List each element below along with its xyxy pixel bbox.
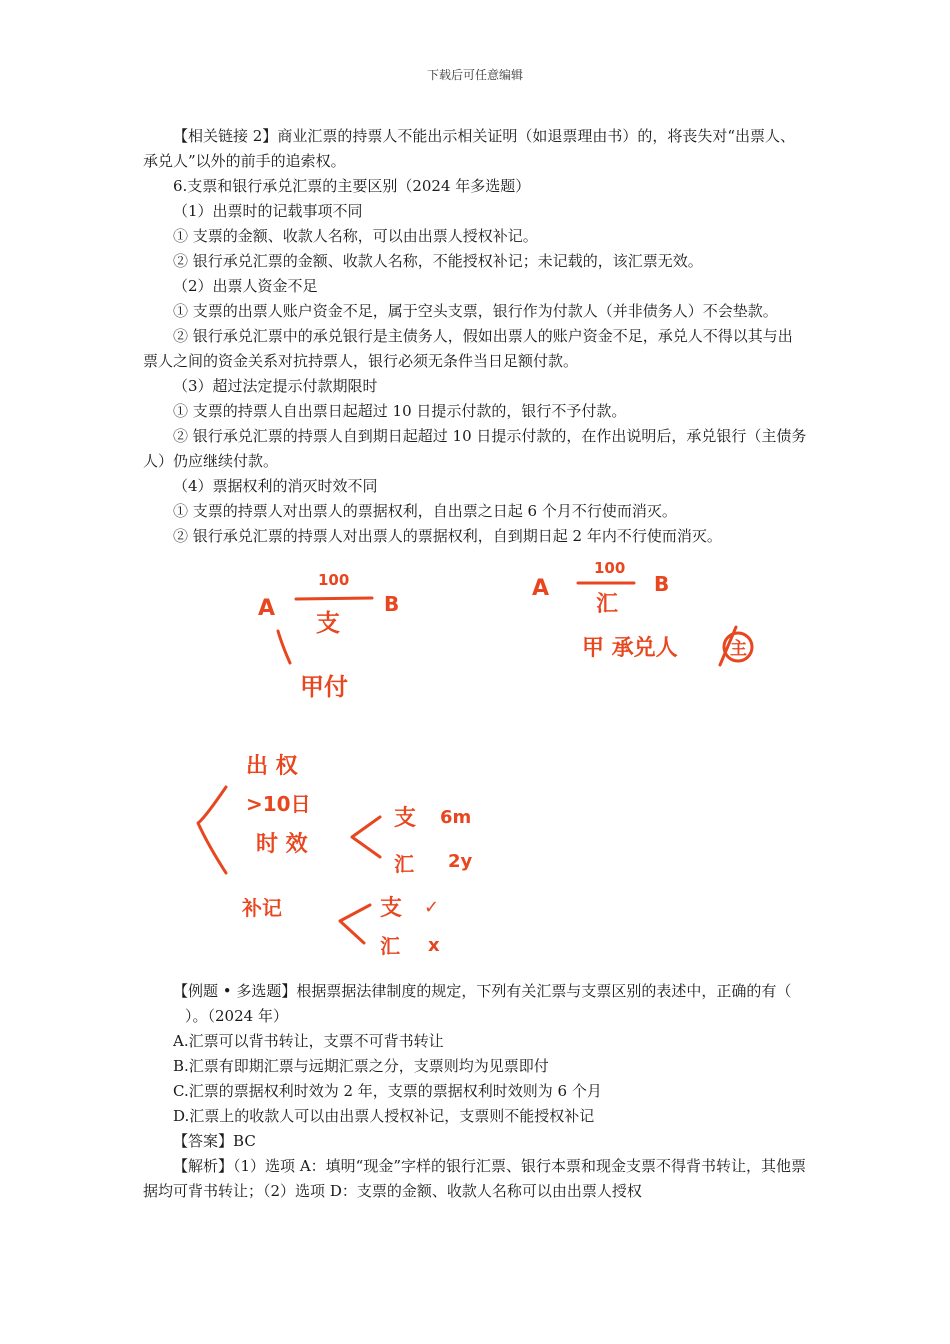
note-d1-branch (278, 631, 290, 663)
option-d: D.汇票上的收款人可以由出票人授权补记，支票则不能授权补记 (173, 1107, 595, 1125)
list-item: （1）出票时的记载事项不同 (173, 202, 363, 220)
list-item: ② 银行承兑汇票的金额、收款人名称，不能授权补记；未记载的，该汇票无效。 (173, 252, 703, 270)
example-question-text: 根据票据法律制度的规定，下列有关汇票与支票区别的表述中，正确的有（ (296, 982, 792, 1000)
note-d3-supplement-draft-mark: x (428, 935, 440, 956)
note-d2-a: A (532, 576, 550, 601)
note-d3-line2: >10日 (246, 792, 311, 816)
section-heading: 6.支票和银行承兑汇票的主要区别（2024 年多选题） (173, 177, 531, 195)
list-item: （3）超过法定提示付款期限时 (173, 377, 378, 395)
related-link-tag: 【相关链接 2】 (173, 127, 278, 145)
document-body (143, 124, 807, 1204)
analysis-tag: 【解析】 (173, 1157, 234, 1175)
related-link-paragraph (143, 124, 807, 174)
note-d3-supplement-bracket (340, 905, 370, 943)
note-d3-line1: 出 权 (246, 754, 298, 779)
note-d1-line (296, 598, 372, 599)
note-d1-check: 支 (316, 609, 340, 637)
list-item: ① 支票的金额、收款人名称，可以由出票人授权补记。 (173, 227, 538, 245)
note-d3-draft-value: 2y (448, 851, 473, 872)
note-d3-check: 支 (394, 806, 417, 831)
note-d2-main: 主 (730, 639, 747, 659)
analysis-paragraph (143, 1154, 807, 1204)
note-d3-supplement-check: 支 (380, 896, 403, 921)
list-item: （4）票据权利的消灭时效不同 (173, 477, 378, 495)
note-d3-draft: 汇 (394, 852, 414, 876)
note-d3-sub-bracket (352, 817, 380, 857)
page-header: 下载后可任意编辑 (426, 68, 523, 82)
note-d1-payer: 甲付 (300, 673, 348, 701)
example-question (143, 979, 807, 1029)
handwritten-notes-drawing (0, 555, 950, 975)
list-item: ② 银行承兑汇票的持票人自到期日起超过 10 日提示付款的，在作出说明后，承兑银行（主债务人）仍应继续付款。 (143, 427, 807, 470)
option-a: A.汇票可以背书转让，支票不可背书转让 (173, 1032, 444, 1050)
note-d3-check-value: 6m (440, 807, 472, 828)
list-item: ① 支票的持票人对出票人的票据权利，自出票之日起 6 个月不行使而消灭。 (173, 502, 677, 520)
note-d3-bracket (198, 787, 226, 873)
note-d3-supplement-check-mark: ✓ (424, 897, 440, 918)
list-item: ① 支票的持票人自出票日起超过 10 日提示付款的，银行不予付款。 (173, 402, 627, 420)
note-d1-amount: 100 (318, 571, 350, 589)
list-item: ① 支票的出票人账户资金不足，属于空头支票，银行作为付款人（并非债务人）不会垫款。 (173, 302, 778, 320)
note-d3-supplement-draft: 汇 (380, 934, 400, 958)
note-d2-amount: 100 (594, 559, 626, 577)
related-link-text: 商业汇票的持票人不能出示相关证明（如退票理由书）的，将丧失对“出票人、承兑人”以外的前手的追索权。 (143, 127, 795, 170)
list-item: （2）出票人资金不足 (173, 277, 318, 295)
example-question-suffix: ）。（2024 年） (185, 1007, 288, 1025)
option-c: C.汇票的票据权利时效为 2 年，支票的票据权利时效则为 6 个月 (173, 1082, 602, 1100)
handwritten-notes (143, 555, 807, 975)
note-d1-a: A (258, 596, 276, 621)
answer-value: BC (233, 1132, 256, 1150)
note-d2-draft: 汇 (596, 592, 619, 617)
example-tag: 【例题 • 多选题】 (173, 982, 297, 1000)
list-item: ② 银行承兑汇票中的承兑银行是主债务人，假如出票人的账户资金不足，承兑人不得以其与出票人之间的资金关系对抗持票人，银行必须无条件当日足额付款。 (143, 327, 793, 370)
option-b: B.汇票有即期汇票与远期汇票之分，支票则均为见票即付 (173, 1057, 549, 1075)
note-d3-line3: 时 效 (256, 832, 308, 857)
list-item: ② 银行承兑汇票的持票人对出票人的票据权利，自到期日起 2 年内不行使而消灭。 (173, 527, 722, 545)
note-d2-acceptor: 甲 承兑人 (582, 636, 678, 661)
answer-line (143, 1129, 807, 1154)
note-d1-b: B (384, 592, 400, 616)
note-d2-b: B (654, 572, 670, 596)
note-d3-supplement: 补记 (242, 896, 282, 920)
analysis-text: （1）选项 A：填明“现金”字样的银行汇票、银行本票和现金支票不得背书转让，其他票据均可背书转让；（2）选项 D：支票的金额、收款人名称可以由出票人授权 (143, 1157, 807, 1200)
answer-tag: 【答案】 (173, 1132, 234, 1150)
